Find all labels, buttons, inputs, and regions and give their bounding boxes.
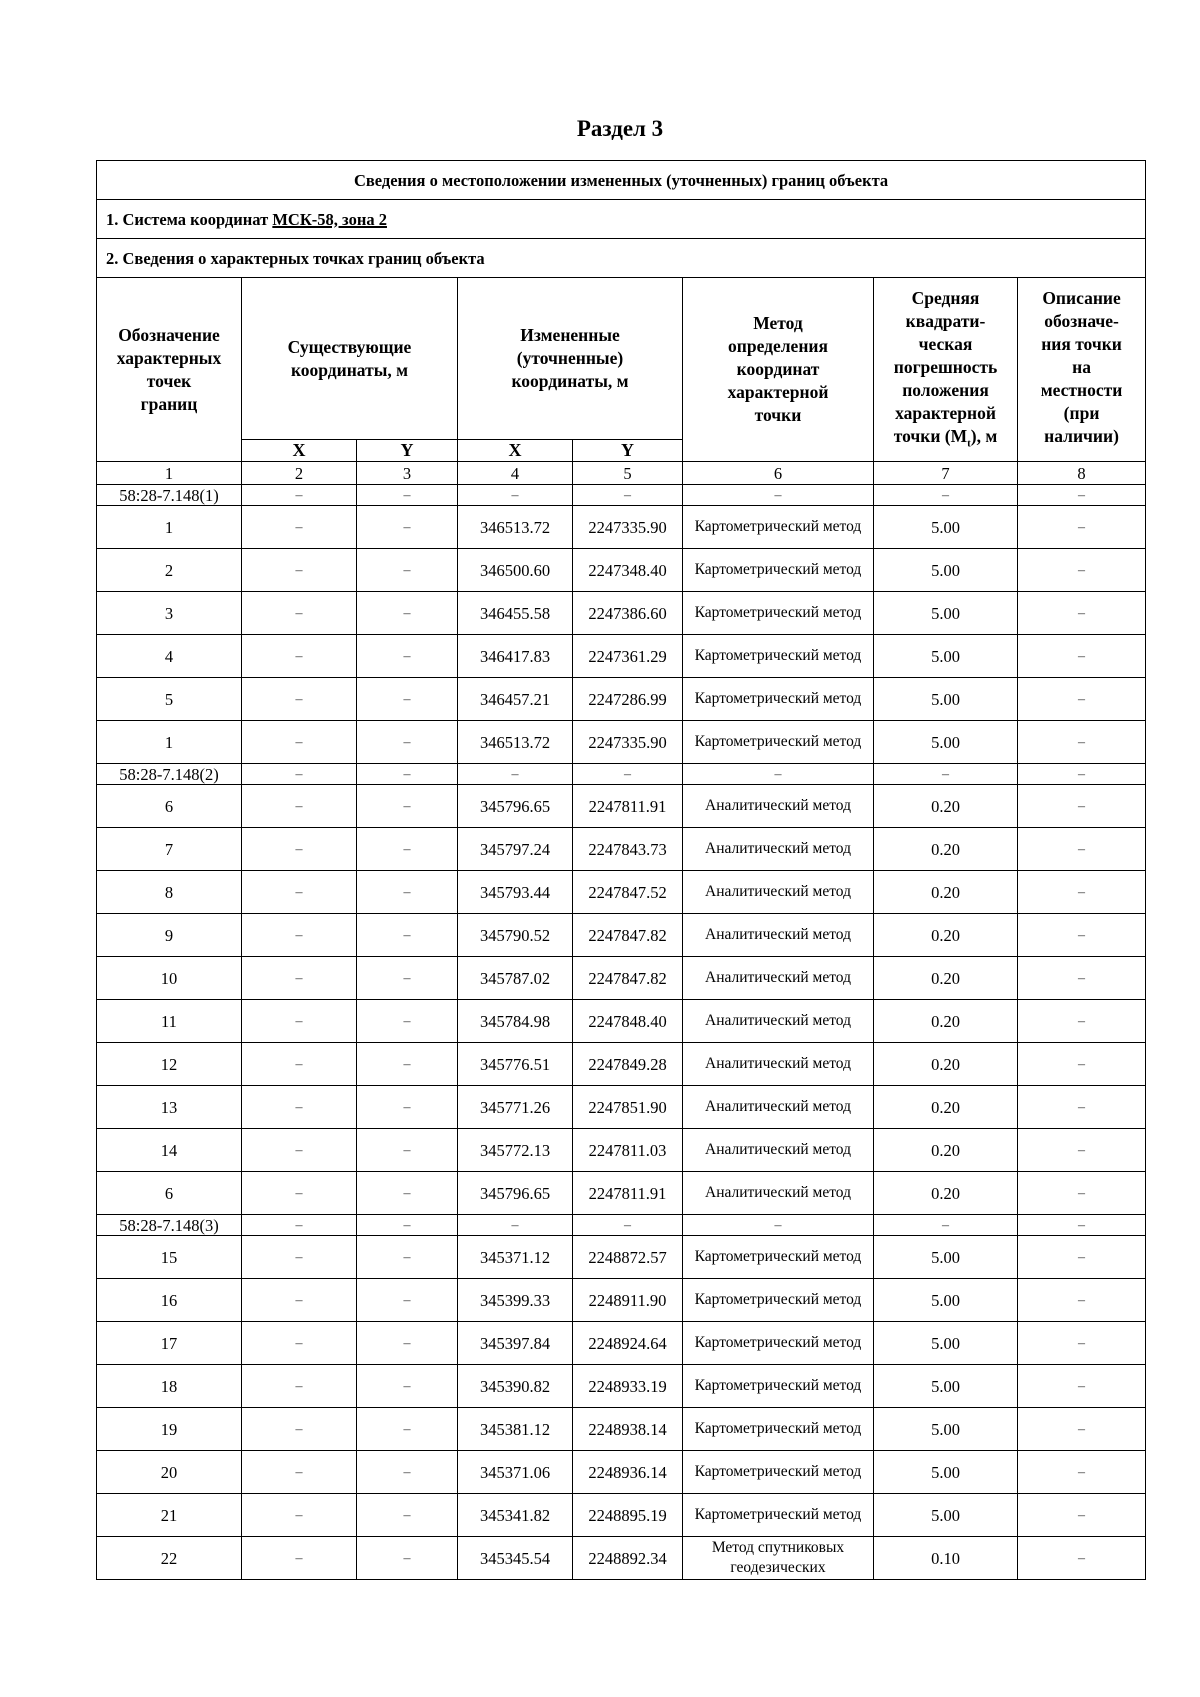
table-row: [97, 678, 1146, 721]
rms-error: 5.00: [874, 549, 1018, 592]
point-designation: 7: [97, 828, 242, 871]
existing-x: –: [242, 1129, 357, 1172]
changed-y: 2248892.34: [573, 1537, 683, 1580]
existing-x: –: [242, 957, 357, 1000]
column-number: 8: [1018, 462, 1146, 485]
header-method: Метод определения координат характерной точки: [683, 278, 874, 462]
location-description: –: [1018, 1279, 1146, 1322]
point-designation: 58:28-7.148(1): [97, 485, 242, 506]
changed-x: 345790.52: [458, 914, 573, 957]
existing-x: –: [242, 1537, 357, 1580]
point-designation: 12: [97, 1043, 242, 1086]
rms-error: 5.00: [874, 635, 1018, 678]
existing-y: –: [357, 635, 458, 678]
method: Аналитический метод: [683, 914, 874, 957]
rms-error: 0.20: [874, 1043, 1018, 1086]
table-row: [97, 1129, 1146, 1172]
table-row: [97, 1086, 1146, 1129]
point-designation: 1: [97, 506, 242, 549]
point-designation: 20: [97, 1451, 242, 1494]
existing-x: –: [242, 1408, 357, 1451]
location-description: –: [1018, 1086, 1146, 1129]
boundary-points-table: [96, 160, 1146, 1580]
location-description: –: [1018, 828, 1146, 871]
point-designation: 2: [97, 549, 242, 592]
existing-y: –: [357, 957, 458, 1000]
method: Аналитический метод: [683, 785, 874, 828]
table-row: [97, 1451, 1146, 1494]
changed-x: 345797.24: [458, 828, 573, 871]
existing-x: –: [242, 1172, 357, 1215]
changed-y: 2247811.03: [573, 1129, 683, 1172]
changed-x: 345371.06: [458, 1451, 573, 1494]
changed-x: 345381.12: [458, 1408, 573, 1451]
rms-error: 0.20: [874, 828, 1018, 871]
table-row: [97, 1172, 1146, 1215]
existing-x: –: [242, 635, 357, 678]
location-description: –: [1018, 506, 1146, 549]
changed-x: –: [458, 485, 573, 506]
changed-x: 346455.58: [458, 592, 573, 635]
table-row: [97, 1494, 1146, 1537]
location-description: –: [1018, 592, 1146, 635]
existing-x: –: [242, 871, 357, 914]
rms-error: –: [874, 764, 1018, 785]
changed-y: 2247847.82: [573, 957, 683, 1000]
changed-y: 2247386.60: [573, 592, 683, 635]
header-existing-coords: Существующие координаты, м: [242, 278, 458, 440]
method: Картометрический метод: [683, 635, 874, 678]
rms-error: 0.20: [874, 1129, 1018, 1172]
method: Картометрический метод: [683, 1236, 874, 1279]
method: Картометрический метод: [683, 1451, 874, 1494]
point-designation: 58:28-7.148(3): [97, 1215, 242, 1236]
table-row: [97, 785, 1146, 828]
existing-y: –: [357, 678, 458, 721]
changed-y: 2247361.29: [573, 635, 683, 678]
existing-x: –: [242, 506, 357, 549]
location-description: –: [1018, 957, 1146, 1000]
method: Картометрический метод: [683, 1322, 874, 1365]
existing-y: –: [357, 785, 458, 828]
location-description: –: [1018, 1172, 1146, 1215]
point-designation: 21: [97, 1494, 242, 1537]
rms-error: 5.00: [874, 721, 1018, 764]
existing-y: –: [357, 1043, 458, 1086]
existing-x: –: [242, 485, 357, 506]
existing-y: –: [357, 1172, 458, 1215]
location-description: –: [1018, 721, 1146, 764]
changed-y: 2247848.40: [573, 1000, 683, 1043]
method: Картометрический метод: [683, 592, 874, 635]
table-row: [97, 1537, 1146, 1580]
point-designation: 6: [97, 785, 242, 828]
column-number: 7: [874, 462, 1018, 485]
rms-error: 5.00: [874, 1236, 1018, 1279]
changed-x: 345772.13: [458, 1129, 573, 1172]
changed-y: 2247811.91: [573, 1172, 683, 1215]
column-numbers-row: [97, 462, 1146, 485]
table-row: [97, 1279, 1146, 1322]
rms-error: 0.20: [874, 871, 1018, 914]
existing-y: –: [357, 1000, 458, 1043]
method: Картометрический метод: [683, 549, 874, 592]
table-row: [97, 635, 1146, 678]
point-designation: 11: [97, 1000, 242, 1043]
changed-y: 2248872.57: [573, 1236, 683, 1279]
changed-x: 346417.83: [458, 635, 573, 678]
point-designation: 4: [97, 635, 242, 678]
table-row: [97, 871, 1146, 914]
location-description: –: [1018, 1215, 1146, 1236]
existing-y: –: [357, 871, 458, 914]
location-description: –: [1018, 871, 1146, 914]
existing-x: –: [242, 678, 357, 721]
existing-x: –: [242, 914, 357, 957]
existing-x: –: [242, 1322, 357, 1365]
changed-x: 345390.82: [458, 1365, 573, 1408]
existing-y: –: [357, 1451, 458, 1494]
table-caption: Сведения о местоположении измененных (уточненных) границ объекта: [97, 161, 1146, 200]
table-row: [97, 1000, 1146, 1043]
location-description: –: [1018, 1000, 1146, 1043]
existing-y: –: [357, 1408, 458, 1451]
changed-y: 2248895.19: [573, 1494, 683, 1537]
existing-y: –: [357, 506, 458, 549]
changed-y: 2248911.90: [573, 1279, 683, 1322]
existing-y: –: [357, 1086, 458, 1129]
location-description: –: [1018, 1365, 1146, 1408]
point-designation: 9: [97, 914, 242, 957]
rms-error: –: [874, 1215, 1018, 1236]
column-number: 6: [683, 462, 874, 485]
table-row: [97, 1322, 1146, 1365]
changed-y: 2248933.19: [573, 1365, 683, 1408]
location-description: –: [1018, 764, 1146, 785]
parcel-group-row: [97, 764, 1146, 785]
existing-x: –: [242, 785, 357, 828]
point-designation: 3: [97, 592, 242, 635]
header-error: Средняя квадрати- ческая погрешность положения характерной точки $(M_t)$, м: [874, 278, 1018, 462]
existing-y: –: [357, 1537, 458, 1580]
rms-error: 5.00: [874, 1322, 1018, 1365]
page-title: Раздел 3: [576, 116, 664, 141]
changed-x: 345371.12: [458, 1236, 573, 1279]
point-designation: 10: [97, 957, 242, 1000]
rms-error: 0.20: [874, 914, 1018, 957]
table-row: [97, 592, 1146, 635]
method: Картометрический метод: [683, 1494, 874, 1537]
method: Картометрический метод: [683, 1365, 874, 1408]
changed-y: 2247286.99: [573, 678, 683, 721]
existing-y: –: [357, 721, 458, 764]
point-designation: 16: [97, 1279, 242, 1322]
method: –: [683, 1215, 874, 1236]
point-designation: 22: [97, 1537, 242, 1580]
changed-x: 345397.84: [458, 1322, 573, 1365]
method: Картометрический метод: [683, 1279, 874, 1322]
method: Аналитический метод: [683, 1043, 874, 1086]
existing-y: –: [357, 485, 458, 506]
changed-x: 345793.44: [458, 871, 573, 914]
existing-y: –: [357, 914, 458, 957]
changed-y: 2247811.91: [573, 785, 683, 828]
rms-error: 0.20: [874, 785, 1018, 828]
existing-x: –: [242, 1279, 357, 1322]
column-number: 5: [573, 462, 683, 485]
point-designation: 6: [97, 1172, 242, 1215]
method: –: [683, 764, 874, 785]
point-designation: 5: [97, 678, 242, 721]
rms-error: –: [874, 485, 1018, 506]
method: Картометрический метод: [683, 506, 874, 549]
header-existing-y: Y: [357, 440, 458, 462]
table-row: [97, 957, 1146, 1000]
rms-error: 0.20: [874, 1086, 1018, 1129]
parcel-group-row: [97, 485, 1146, 506]
header-description: Описание обозначе- ния точки на местности (при наличии): [1018, 278, 1146, 462]
location-description: –: [1018, 1408, 1146, 1451]
changed-y: 2247851.90: [573, 1086, 683, 1129]
changed-x: –: [458, 1215, 573, 1236]
rms-error: 5.00: [874, 592, 1018, 635]
point-designation: 14: [97, 1129, 242, 1172]
changed-y: 2247849.28: [573, 1043, 683, 1086]
existing-y: –: [357, 764, 458, 785]
location-description: –: [1018, 1236, 1146, 1279]
changed-y: –: [573, 485, 683, 506]
coordinate-system-value: МСК-58, зона 2: [272, 209, 387, 229]
point-designation: 1: [97, 721, 242, 764]
header-changed-x: X: [458, 440, 573, 462]
method: Аналитический метод: [683, 1000, 874, 1043]
location-description: –: [1018, 1537, 1146, 1580]
changed-y: 2247843.73: [573, 828, 683, 871]
point-designation: 58:28-7.148(2): [97, 764, 242, 785]
points-section-heading: 2. Сведения о характерных точках границ объекта: [97, 239, 1146, 278]
location-description: –: [1018, 1451, 1146, 1494]
existing-y: –: [357, 1129, 458, 1172]
location-description: –: [1018, 635, 1146, 678]
rms-error: 0.20: [874, 1000, 1018, 1043]
method: Аналитический метод: [683, 1172, 874, 1215]
table-row: [97, 506, 1146, 549]
location-description: –: [1018, 1043, 1146, 1086]
changed-x: 345787.02: [458, 957, 573, 1000]
changed-x: 346500.60: [458, 549, 573, 592]
method: Аналитический метод: [683, 1086, 874, 1129]
existing-x: –: [242, 1086, 357, 1129]
location-description: –: [1018, 549, 1146, 592]
changed-y: 2248924.64: [573, 1322, 683, 1365]
existing-x: –: [242, 1236, 357, 1279]
header-existing-x: X: [242, 440, 357, 462]
changed-x: 346513.72: [458, 506, 573, 549]
table-row: [97, 1408, 1146, 1451]
coordinate-system-row: [97, 200, 1146, 239]
existing-y: –: [357, 1215, 458, 1236]
changed-x: 345771.26: [458, 1086, 573, 1129]
location-description: –: [1018, 914, 1146, 957]
changed-y: –: [573, 1215, 683, 1236]
rms-error: 5.00: [874, 1279, 1018, 1322]
table-row: [97, 1365, 1146, 1408]
point-designation: 17: [97, 1322, 242, 1365]
method: –: [683, 485, 874, 506]
column-number: 3: [357, 462, 458, 485]
coordinate-system-label: 1. Система координат: [106, 209, 269, 229]
existing-x: –: [242, 1043, 357, 1086]
existing-x: –: [242, 549, 357, 592]
column-number: 1: [97, 462, 242, 485]
existing-x: –: [242, 592, 357, 635]
point-designation: 8: [97, 871, 242, 914]
method: Аналитический метод: [683, 828, 874, 871]
parcel-group-row: [97, 1215, 1146, 1236]
rms-error: 0.20: [874, 957, 1018, 1000]
existing-y: –: [357, 1279, 458, 1322]
existing-y: –: [357, 592, 458, 635]
changed-y: 2247847.52: [573, 871, 683, 914]
existing-x: –: [242, 764, 357, 785]
rms-error: 5.00: [874, 1451, 1018, 1494]
point-designation: 15: [97, 1236, 242, 1279]
changed-y: 2247348.40: [573, 549, 683, 592]
table-row: [97, 549, 1146, 592]
rms-error: 0.20: [874, 1172, 1018, 1215]
location-description: –: [1018, 1322, 1146, 1365]
changed-x: 345345.54: [458, 1537, 573, 1580]
location-description: –: [1018, 785, 1146, 828]
table-row: [97, 721, 1146, 764]
changed-x: 345341.82: [458, 1494, 573, 1537]
existing-x: –: [242, 1215, 357, 1236]
location-description: –: [1018, 485, 1146, 506]
existing-y: –: [357, 1322, 458, 1365]
point-designation: 19: [97, 1408, 242, 1451]
existing-y: –: [357, 549, 458, 592]
existing-x: –: [242, 721, 357, 764]
changed-x: 345776.51: [458, 1043, 573, 1086]
rms-error: 5.00: [874, 506, 1018, 549]
location-description: –: [1018, 1494, 1146, 1537]
existing-x: –: [242, 1365, 357, 1408]
changed-y: 2247847.82: [573, 914, 683, 957]
method: Картометрический метод: [683, 678, 874, 721]
changed-y: –: [573, 764, 683, 785]
rms-error: 0.10: [874, 1537, 1018, 1580]
column-number: 2: [242, 462, 357, 485]
table-row: [97, 914, 1146, 957]
changed-y: 2248938.14: [573, 1408, 683, 1451]
table-row: [97, 828, 1146, 871]
changed-x: –: [458, 764, 573, 785]
existing-y: –: [357, 1365, 458, 1408]
table-row: [97, 1236, 1146, 1279]
changed-x: 346457.21: [458, 678, 573, 721]
header-changed-coords: Измененные (уточненные) координаты, м: [458, 278, 683, 440]
existing-y: –: [357, 828, 458, 871]
location-description: –: [1018, 1129, 1146, 1172]
existing-x: –: [242, 828, 357, 871]
existing-x: –: [242, 1451, 357, 1494]
method: Картометрический метод: [683, 721, 874, 764]
method: Аналитический метод: [683, 871, 874, 914]
changed-x: 345784.98: [458, 1000, 573, 1043]
method: Аналитический метод: [683, 1129, 874, 1172]
changed-x: 345796.65: [458, 785, 573, 828]
rms-error: 5.00: [874, 1365, 1018, 1408]
method: Картометрический метод: [683, 1408, 874, 1451]
existing-y: –: [357, 1494, 458, 1537]
rms-error: 5.00: [874, 1408, 1018, 1451]
existing-x: –: [242, 1494, 357, 1537]
header-changed-y: Y: [573, 440, 683, 462]
existing-x: –: [242, 1000, 357, 1043]
header-designation: Обозначение характерных точек границ: [97, 278, 242, 462]
column-number: 4: [458, 462, 573, 485]
method: Метод спутниковых геодезических: [683, 1537, 874, 1580]
point-designation: 18: [97, 1365, 242, 1408]
changed-y: 2247335.90: [573, 506, 683, 549]
changed-x: 346513.72: [458, 721, 573, 764]
changed-x: 345399.33: [458, 1279, 573, 1322]
rms-error: 5.00: [874, 678, 1018, 721]
existing-y: –: [357, 1236, 458, 1279]
rms-error: 5.00: [874, 1494, 1018, 1537]
point-designation: 13: [97, 1086, 242, 1129]
method: Аналитический метод: [683, 957, 874, 1000]
changed-y: 2248936.14: [573, 1451, 683, 1494]
location-description: –: [1018, 678, 1146, 721]
changed-x: 345796.65: [458, 1172, 573, 1215]
changed-y: 2247335.90: [573, 721, 683, 764]
table-row: [97, 1043, 1146, 1086]
